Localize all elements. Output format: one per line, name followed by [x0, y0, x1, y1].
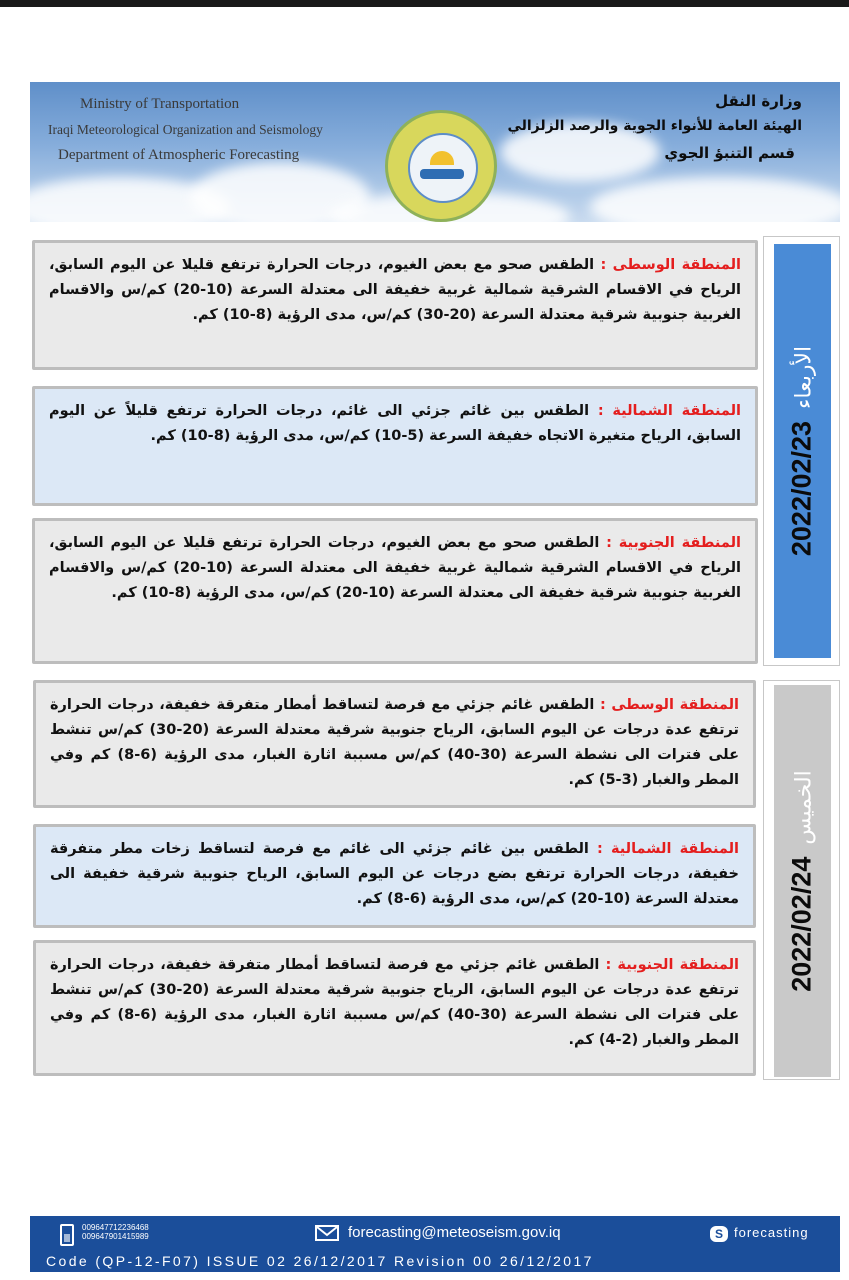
region-title: المنطقة الجنوبية : — [606, 535, 741, 551]
day-name: الخميس — [791, 770, 817, 845]
organization-title-en: Iraqi Meteorological Organization and Seismology — [48, 122, 323, 137]
ministry-title-ar: وزارة النقل — [715, 92, 802, 110]
cloud — [590, 177, 840, 222]
header-banner — [30, 82, 840, 222]
forecast-text — [35, 389, 755, 449]
day-date: 2022/02/23 — [786, 420, 817, 557]
skype-icon: S — [710, 1226, 728, 1242]
forecast-box-north-wed — [32, 386, 758, 506]
mail-icon — [315, 1225, 339, 1241]
forecast-text — [36, 683, 753, 793]
skype-handle[interactable]: forecasting — [734, 1225, 809, 1240]
phone-number: 009647712236468 — [82, 1223, 149, 1232]
region-title: المنطقة الوسطى : — [600, 257, 741, 273]
day-panel-wednesday — [763, 236, 840, 666]
region-title: المنطقة الشمالية : — [597, 403, 741, 419]
forecast-box-south-thu — [33, 940, 756, 1076]
region-title: المنطقة الشمالية : — [597, 841, 740, 857]
forecast-body: الطقس صحو مع بعض الغيوم، درجات الحرارة ترتفع قليلا عن اليوم السابق، الرياح في الاقسام الشرقية شمالية غربية خفيفة الى معتدلة السرعة (10-20) كم/س والاقسام الغربية جنوبية شرقية خفيفة الى معتدلة السرعة (10-20) كم/س، مدى الرؤية (8-10) كم. — [49, 535, 741, 601]
organization-title-ar: الهيئة العامة للأنواء الجوية والرصد الزلزالي — [507, 118, 802, 134]
day-panel-thursday — [763, 680, 840, 1080]
top-border — [0, 0, 849, 7]
region-title: المنطقة الوسطى : — [599, 697, 739, 713]
forecast-body: الطقس بين غائم جزئي الى غائم مع فرصة لتساقط زخات مطر متفرقة خفيفة، درجات الحرارة ترتفع بضع درجات عن اليوم السابق، الرياح جنوبية شرقية خفيفة الى معتدلة السرعة (10-20) كم/س، مدى الرؤية (6-8) كم. — [50, 841, 739, 907]
ministry-title-en: Ministry of Transportation — [80, 96, 240, 112]
department-title-en: Department of Atmospheric Forecasting — [58, 147, 300, 163]
organization-logo — [385, 110, 497, 222]
forecast-box-central-wed — [32, 240, 758, 370]
forecast-text — [35, 521, 755, 606]
forecast-box-north-thu — [33, 824, 756, 928]
forecast-body: الطقس غائم جزئي مع فرصة لتساقط أمطار متفرقة خفيفة، درجات الحرارة ترتفع عدة درجات عن اليوم السابق، الرياح جنوبية شرقية معتدلة السرعة (20-30) كم/س تنشط على فترات الى نشطة السرعة (30-40) كم/س مسببة اثارة الغبار، مدى الرؤية (6-8) كم وفي المطر والغبار (2-4) كم. — [50, 957, 739, 1048]
day-label — [787, 770, 818, 992]
wave-icon — [420, 169, 464, 179]
logo-emblem — [408, 133, 478, 203]
phone-icon — [60, 1224, 74, 1246]
phone-numbers — [82, 1223, 149, 1241]
day-panel-fill — [774, 685, 831, 1077]
day-name: الأربعاء — [791, 345, 817, 409]
forecast-box-south-wed — [32, 518, 758, 664]
footer-bar — [30, 1216, 840, 1272]
forecast-text — [36, 943, 753, 1053]
day-label — [787, 346, 818, 556]
document-code-line: Code (QP-12-F07) ISSUE 02 26/12/2017 Revision 00 26/12/2017 — [46, 1253, 594, 1269]
forecast-body: الطقس صحو مع بعض الغيوم، درجات الحرارة ترتفع قليلا عن اليوم السابق، الرياح في الاقسام الشرقية شمالية غربية خفيفة الى معتدلة السرعة (10-20) كم/س والاقسام الغربية جنوبية شرقية معتدلة السرعة (20-30) كم/س، مدى الرؤية (8-10) كم. — [49, 257, 741, 323]
region-title: المنطقة الجنوبية : — [605, 957, 739, 973]
forecast-box-central-thu — [33, 680, 756, 808]
day-date: 2022/02/24 — [786, 856, 817, 992]
phone-number: 009647901415989 — [82, 1232, 149, 1241]
forecast-text — [35, 243, 755, 328]
forecast-body: الطقس بين غائم جزئي الى غائم، درجات الحرارة ترتفع قليلاً عن اليوم السابق، الرياح متغيرة الاتجاه خفيفة السرعة (5-10) كم/س، مدى الرؤية (8-10) كم. — [49, 403, 741, 444]
forecast-body: الطقس غائم جزئي مع فرصة لتساقط أمطار متفرقة خفيفة، درجات الحرارة ترتفع عدة درجات عن اليوم السابق، الرياح جنوبية شرقية معتدلة السرعة (20-30) كم/س تنشط على فترات الى نشطة السرعة (30-40) كم/س مسببة اثارة الغبار، مدى الرؤية (6-8) كم وفي المطر والغبار (3-5) كم. — [50, 697, 739, 788]
department-title-ar: قسم التنبؤ الجوي — [664, 144, 795, 162]
day-panel-fill — [774, 244, 831, 658]
email-link[interactable]: forecasting@meteoseism.gov.iq — [348, 1224, 561, 1241]
sun-icon — [430, 151, 454, 165]
forecast-text — [36, 827, 753, 912]
